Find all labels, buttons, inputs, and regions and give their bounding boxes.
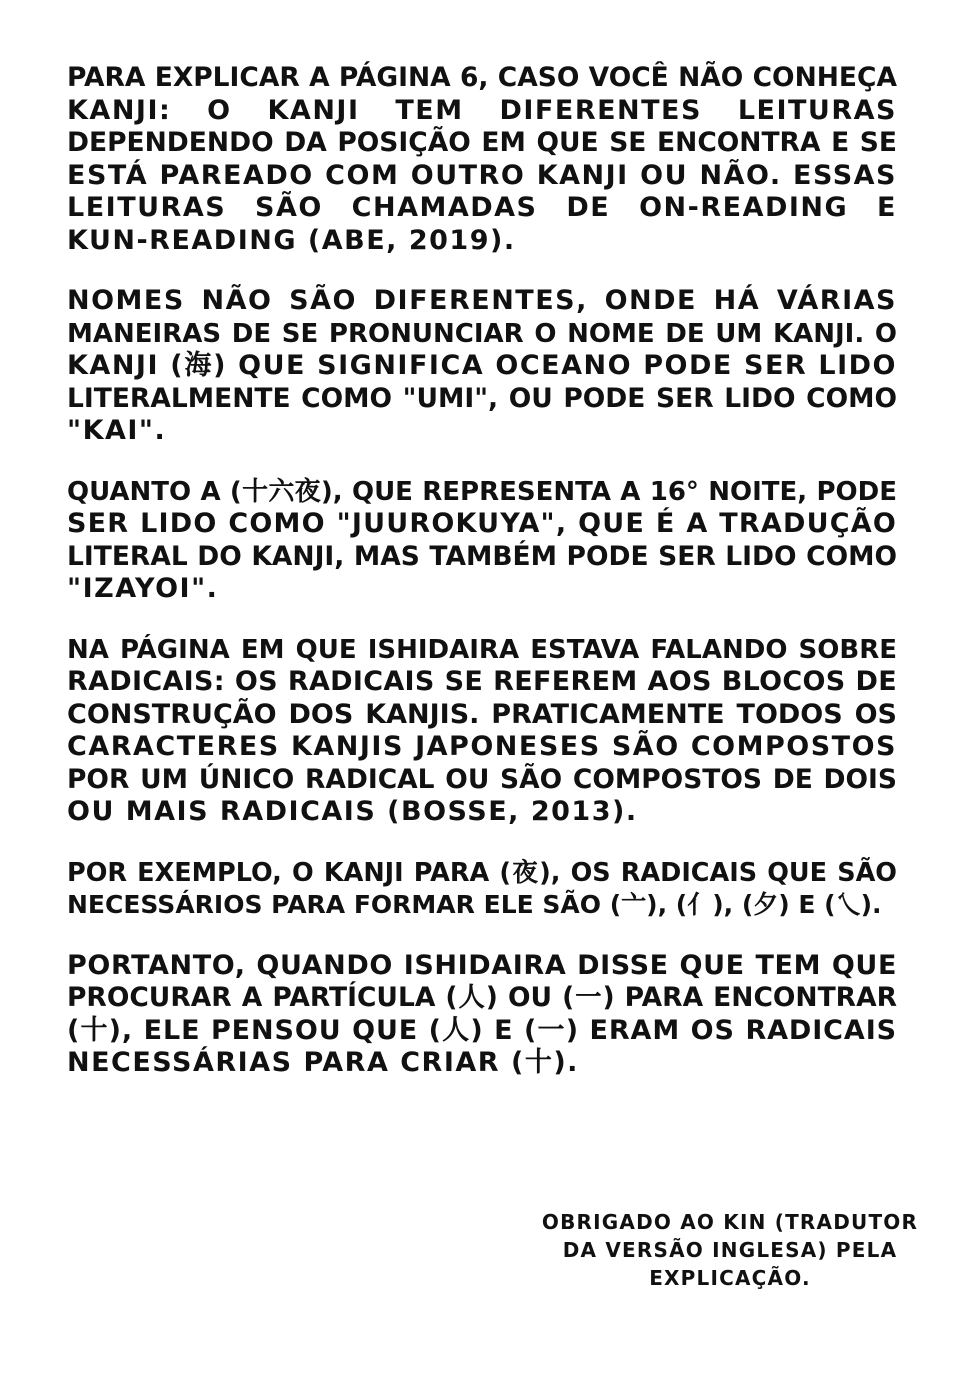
paragraph-radicals bbox=[67, 634, 897, 829]
text-line: LITERALMENTE COMO "UMI", OU PODE SER LIDO COMO bbox=[67, 382, 897, 414]
text-line: RADICAIS: OS RADICAIS SE REFEREM AOS BLOCOS DE bbox=[67, 666, 897, 697]
text-line: ESTÁ PAREADO COM OUTRO KANJI OU NÃO. ESSAS bbox=[67, 159, 897, 191]
text-line: PORTANTO, QUANDO ISHIDAIRA DISSE QUE TEM QUE bbox=[67, 949, 897, 981]
text-line: DEPENDENDO DA POSIÇÃO EM QUE SE ENCONTRA E SE bbox=[67, 127, 897, 158]
text-line: KANJI (海) QUE SIGNIFICA OCEANO PODE SER LIDO bbox=[67, 350, 897, 381]
credit-line: DA VERSÃO INGLESA) PELA bbox=[562, 1238, 898, 1262]
paragraph-izayoi bbox=[67, 476, 897, 606]
text-line: NOMES NÃO SÃO DIFERENTES, ONDE HÁ VÁRIAS bbox=[67, 285, 897, 316]
text-line: POR UM ÚNICO RADICAL OU SÃO COMPOSTOS DE DOIS bbox=[67, 763, 897, 795]
paragraph-page6-readings bbox=[67, 62, 897, 257]
text-line: NECESSÁRIOS PARA FORMAR ELE SÃO (亠), (亻), (夕) E (乀). bbox=[67, 890, 882, 919]
text-line: NECESSÁRIAS PARA CRIAR (十). bbox=[67, 1047, 579, 1078]
notes-body bbox=[67, 62, 897, 1108]
text-line: NA PÁGINA EM QUE ISHIDAIRA ESTAVA FALANDO SOBRE bbox=[67, 634, 897, 665]
text-line: OU MAIS RADICAIS (BOSSE, 2013). bbox=[67, 796, 638, 827]
text-line: PARA EXPLICAR A PÁGINA 6, CASO VOCÊ NÃO CONHEÇA bbox=[67, 62, 897, 93]
text-line: LITERAL DO KANJI, MAS TAMBÉM PODE SER LIDO COMO bbox=[67, 540, 897, 572]
translator-credit bbox=[525, 1208, 935, 1292]
text-line: PROCURAR A PARTÍCULA (人) OU (一) PARA ENCONTRAR bbox=[67, 982, 897, 1013]
credit-line: EXPLICAÇÃO. bbox=[649, 1266, 811, 1290]
text-line: QUANTO A (十六夜), QUE REPRESENTA A 16° NOITE, PODE bbox=[67, 476, 897, 507]
text-line: KUN-READING (ABE, 2019). bbox=[67, 224, 516, 256]
text-line: POR EXEMPLO, O KANJI PARA (夜), OS RADICAIS QUE SÃO bbox=[67, 857, 897, 888]
text-line: SER LIDO COMO "JUUROKUYA", QUE É A TRADUÇÃO bbox=[67, 508, 897, 539]
paragraph-example bbox=[67, 857, 897, 922]
text-line: CONSTRUÇÃO DOS KANJIS. PRATICAMENTE TODOS OS bbox=[67, 698, 897, 730]
credit-line: OBRIGADO AO KIN (TRADUTOR bbox=[541, 1210, 919, 1234]
text-line: (十), ELE PENSOU QUE (人) E (一) ERAM OS RADICAIS bbox=[67, 1014, 897, 1046]
text-line: "KAI". bbox=[67, 415, 167, 446]
text-line: MANEIRAS DE SE PRONUNCIAR O NOME DE UM KANJI. O bbox=[67, 318, 897, 349]
text-line: LEITURAS SÃO CHAMADAS DE ON-READING E bbox=[67, 192, 897, 223]
text-line: CARACTERES KANJIS JAPONESES SÃO COMPOSTOS bbox=[67, 731, 897, 762]
paragraph-names bbox=[67, 285, 897, 448]
text-line: KANJI: O KANJI TEM DIFERENTES LEITURAS bbox=[67, 94, 897, 126]
paragraph-conclusion bbox=[67, 950, 897, 1080]
text-line: "IZAYOI". bbox=[67, 573, 219, 604]
